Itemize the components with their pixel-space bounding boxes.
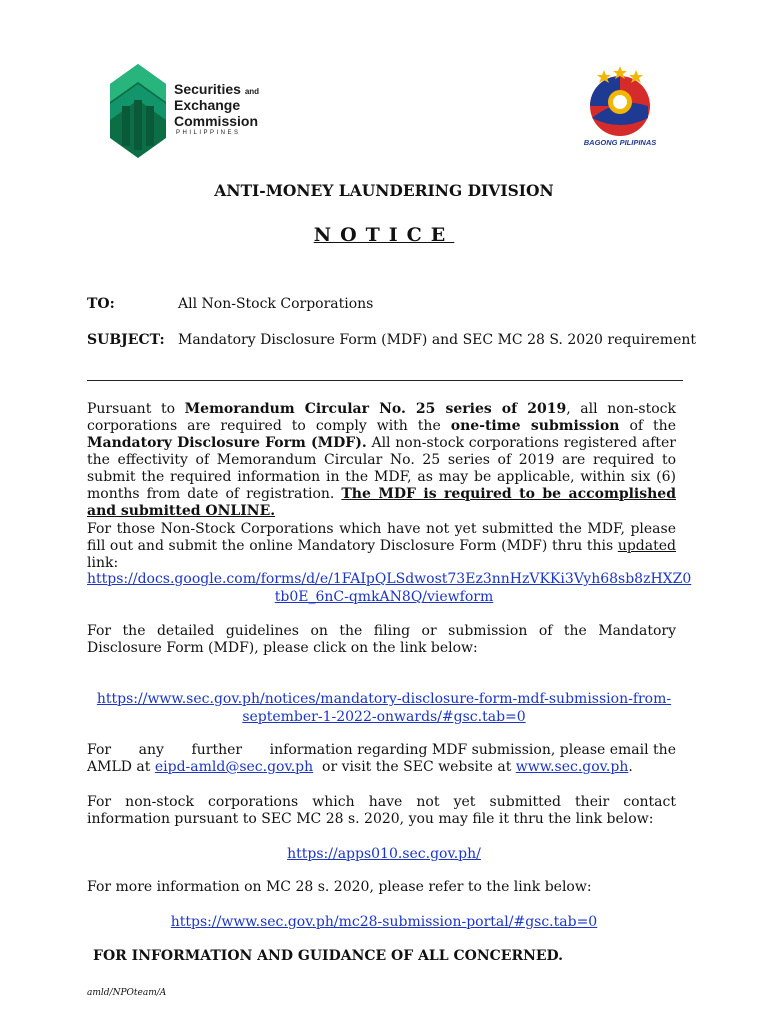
sec-website-link[interactable]: www.sec.gov.ph xyxy=(515,759,629,775)
para1-bold-submission: one-time submission xyxy=(450,418,620,434)
para1-bold-mdf: Mandatory Disclosure Form (MDF). xyxy=(87,435,367,451)
reference-footnote: amld/NPOteam/A xyxy=(87,988,167,998)
paragraph-mc25 xyxy=(87,401,676,520)
sec-name-securities: Securities xyxy=(174,81,241,97)
sec-country: PHILIPPINES xyxy=(176,130,241,136)
bagong-pilipinas-emblem-icon xyxy=(574,66,666,138)
mc28-portal-link-container xyxy=(87,913,681,931)
para1-text: Pursuant to xyxy=(87,401,185,417)
mdf-form-link-line2[interactable]: tb0E_6nC-qmkAN8Q/viewform xyxy=(274,589,494,605)
bagong-pilipinas-caption: BAGONG PILIPINAS xyxy=(583,138,657,147)
division-title: ANTI-MONEY LAUNDERING DIVISION xyxy=(214,181,554,200)
mdf-form-link-line1[interactable]: https://docs.google.com/forms/d/e/1FAIpQLSdwost73Ez3nnHzVKKi3Vyh68sb8zHXZ0 xyxy=(87,571,692,587)
sec-emblem-icon xyxy=(108,62,168,160)
para4-word: any xyxy=(138,742,164,758)
para4-second-line xyxy=(87,759,676,776)
para4-text: information regarding MDF submission, please email the xyxy=(269,742,676,758)
para1-online-requirement: The MDF is required to be accomplished and submitted ONLINE. xyxy=(87,486,676,519)
para1-bold-circular: Memorandum Circular No. 25 series of 2019 xyxy=(184,401,567,417)
amld-email-link[interactable]: eipd-amld@sec.gov.ph xyxy=(154,759,314,775)
para1-text: , all non-stock corporations are required to comply with the xyxy=(87,401,676,434)
apps010-link-container xyxy=(87,845,681,863)
paragraph-mc28-info: For more information on MC 28 s. 2020, please refer to the link below: xyxy=(87,879,592,895)
mc28-portal-link[interactable]: https://www.sec.gov.ph/mc28-submission-portal/#gsc.tab=0 xyxy=(170,914,598,930)
paragraph-mc28: For non-stock corporations which have not yet submitted their contact information pursuant to SEC MC 28 s. 2020, you may file it thru the link below: xyxy=(87,794,676,827)
para4-first-line xyxy=(87,742,676,759)
bagong-pilipinas-logo xyxy=(574,66,666,150)
to-value: All Non-Stock Corporations xyxy=(178,296,374,312)
subject-label: SUBJECT: xyxy=(87,332,165,348)
para4-text: or visit the SEC website at xyxy=(313,759,516,775)
paragraph-fill-out xyxy=(87,521,676,572)
para2-text: link: xyxy=(87,555,119,571)
mdf-form-link[interactable] xyxy=(87,570,692,606)
guidelines-link-line1[interactable]: https://www.sec.gov.ph/notices/mandatory-disclosure-form-mdf-submission-from- xyxy=(96,691,672,707)
para2-updated: updated xyxy=(617,538,676,554)
sec-name-exchange: Exchange xyxy=(174,97,241,113)
closing-statement: FOR INFORMATION AND GUIDANCE OF ALL CONCERNED. xyxy=(93,948,564,964)
sec-name-commission: Commission xyxy=(174,113,259,129)
subject-value: Mandatory Disclosure Form (MDF) and SEC MC 28 S. 2020 requirement xyxy=(178,332,697,348)
para4-word: further xyxy=(191,742,243,758)
sec-logo xyxy=(108,62,278,160)
para4-word: For xyxy=(87,742,112,758)
para4-text: AMLD at xyxy=(87,759,155,775)
para4-text: . xyxy=(628,759,633,775)
divider-line xyxy=(87,380,683,381)
apps010-link[interactable]: https://apps010.sec.gov.ph/ xyxy=(287,846,481,862)
notice-title: NOTICE xyxy=(313,224,455,246)
para1-text: All non-stock corporations registered after the effectivity of Memorandum Circular No. 25 series of 2019 are required to submit the required information in the MDF, as may be applicable, within six (6) months from date of registration. xyxy=(87,435,677,502)
guidelines-link-line2[interactable]: september-1-2022-onwards/#gsc.tab=0 xyxy=(242,709,526,725)
paragraph-guidelines: For the detailed guidelines on the filing or submission of the Mandatory Disclosure Form (MDF), please click on the link below: xyxy=(87,623,676,656)
para1-text: of the xyxy=(619,418,676,434)
sec-name-and: and xyxy=(244,87,260,96)
para2-text: For those Non-Stock Corporations which have not yet submitted the MDF, please fill out and submit the online Mandatory Disclosure Form (MDF) thru this xyxy=(87,521,676,554)
to-label: TO: xyxy=(87,296,115,312)
guidelines-link[interactable] xyxy=(87,690,681,726)
paragraph-contact xyxy=(87,742,676,776)
